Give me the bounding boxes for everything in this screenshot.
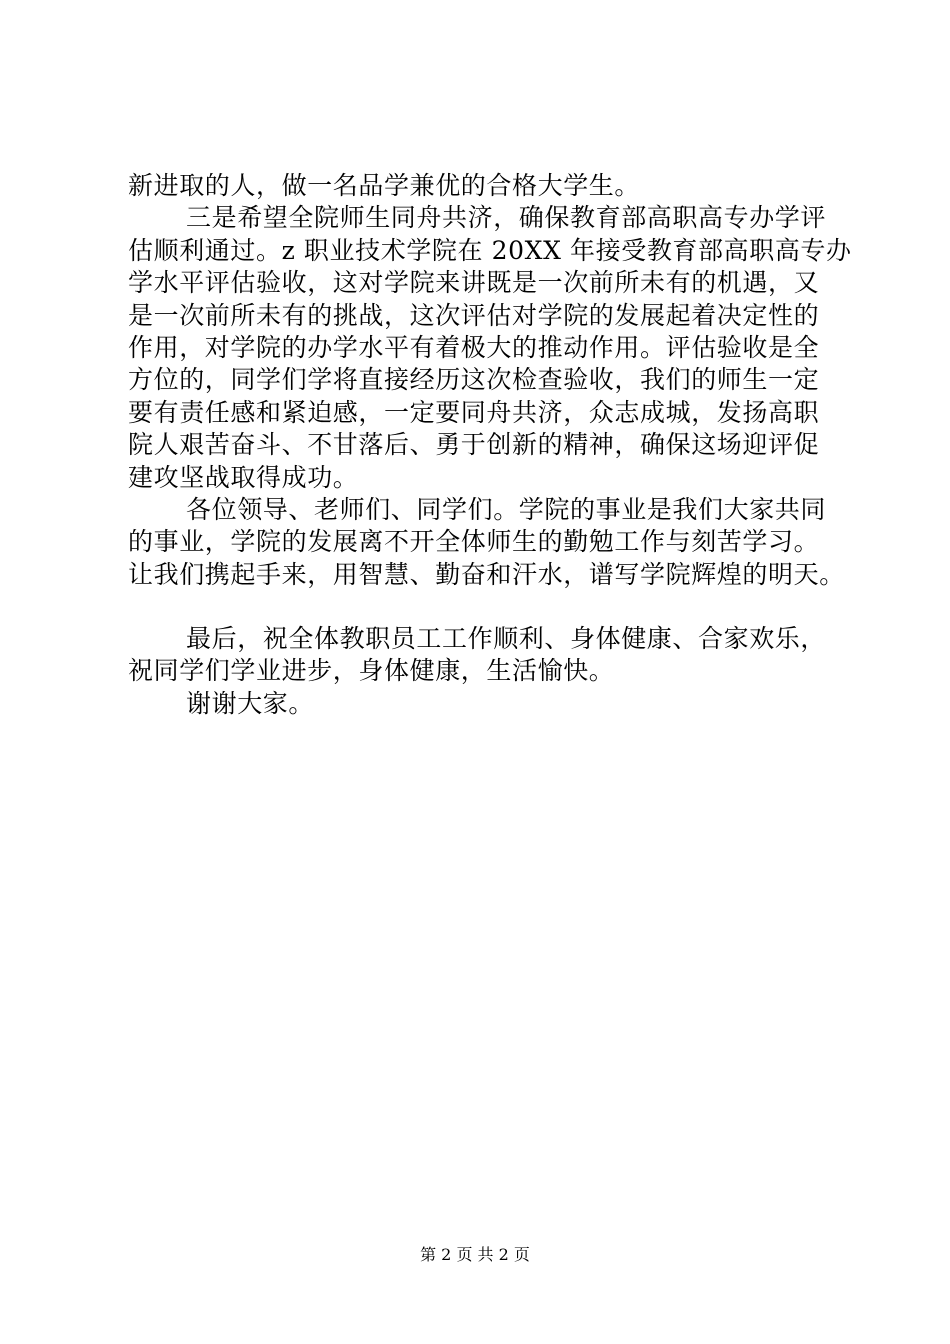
document-body xyxy=(128,170,852,720)
text-line: 院人艰苦奋斗、不甘落后、勇于创新的精神，确保这场迎评促 xyxy=(128,430,820,460)
text-line: 要有责任感和紧迫感，一定要同舟共济，众志成城，发扬高职 xyxy=(128,397,820,427)
text-line: 方位的，同学们学将直接经历这次检查验收，我们的师生一定 xyxy=(128,365,820,395)
paragraph-start-line: 各位领导、老师们、同学们。学院的事业是我们大家共同 xyxy=(186,494,827,524)
page-number-footer: 第 2 页 共 2 页 xyxy=(420,1245,530,1264)
text-line: 建攻坚战取得成功。 xyxy=(128,462,359,492)
paragraph-start-line: 三是希望全院师生同舟共济，确保教育部高职高专办学评 xyxy=(186,203,827,233)
text-line: 让我们携起手来，用智慧、勤奋和汗水，谱写学院辉煌的明天。 xyxy=(128,559,845,589)
text-line: 祝同学们学业进步，身体健康，生活愉快。 xyxy=(128,656,615,686)
blank-line xyxy=(128,591,848,623)
text-line: 估顺利通过。z 职业技术学院在 20XX 年接受教育部高职高专办 xyxy=(128,235,852,265)
text-line: 的事业，学院的发展离不开全体师生的勤勉工作与刻苦学习。 xyxy=(128,527,820,557)
text-line: 作用，对学院的办学水平有着极大的推动作用。评估验收是全 xyxy=(128,332,820,362)
text-line: 新进取的人，做一名品学兼优的合格大学生。 xyxy=(128,171,641,200)
text-line: 是一次前所未有的挑战，这次评估对学院的发展起着决定性的 xyxy=(128,300,820,330)
closing-line: 谢谢大家。 xyxy=(186,688,315,718)
text-line: 学水平评估验收，这对学院来讲既是一次前所未有的机遇，又 xyxy=(128,268,820,298)
paragraph-start-line: 最后，祝全体教职员工工作顺利、身体健康、合家欢乐， xyxy=(186,624,827,654)
